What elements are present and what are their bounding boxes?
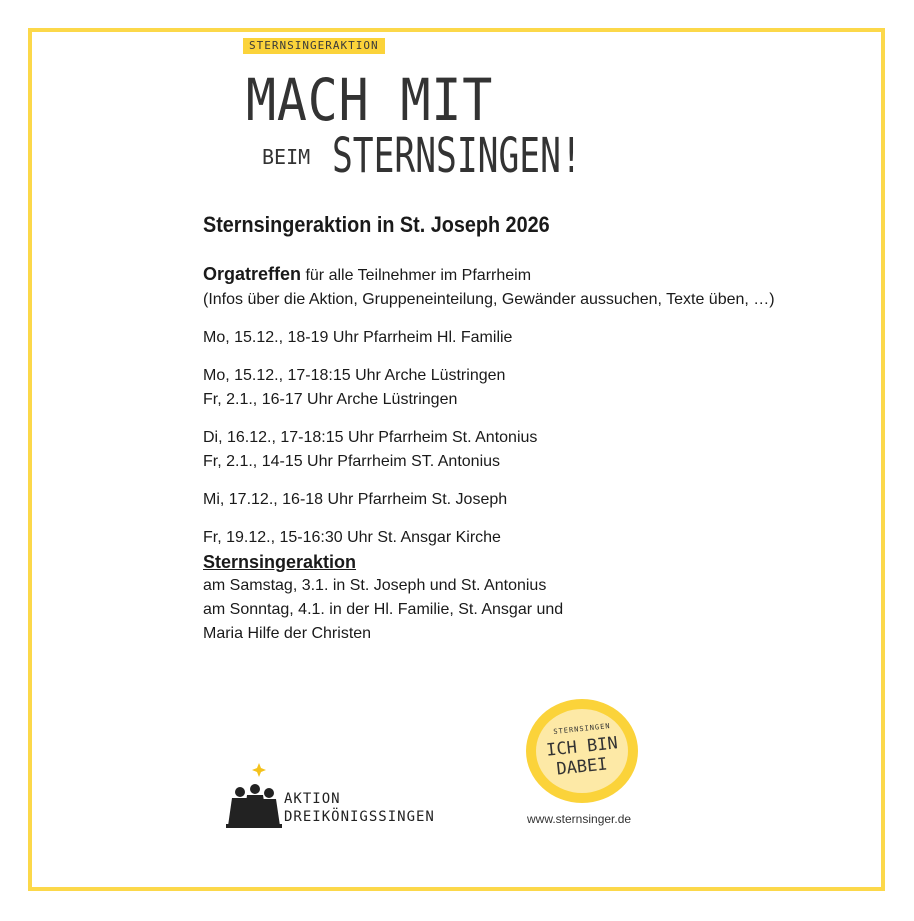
orga-info: (Infos über die Aktion, Gruppeneinteilung, Gewänder aussuchen, Texte üben, …) bbox=[203, 291, 775, 308]
date-line: Mo, 15.12., 17-18:15 Uhr Arche Lüstringen bbox=[203, 367, 506, 384]
header-tag: STERNSINGERAKTION bbox=[243, 38, 385, 54]
aktion-line: am Sonntag, 4.1. in der Hl. Familie, St. Ansgar und bbox=[203, 601, 564, 618]
aktion-heading: Sternsingeraktion bbox=[203, 552, 357, 572]
aktion-line: am Samstag, 3.1. in St. Joseph und St. Antonius bbox=[203, 577, 547, 594]
badge-text bbox=[524, 697, 640, 805]
date-block bbox=[203, 526, 843, 550]
date-block bbox=[203, 364, 843, 412]
date-block bbox=[203, 426, 843, 474]
orga-heading-line bbox=[203, 262, 843, 288]
aktion-logo-text bbox=[284, 790, 435, 826]
date-block bbox=[203, 326, 843, 350]
date-line: Fr, 2.1., 14-15 Uhr Pfarrheim ST. Antonius bbox=[203, 453, 501, 470]
badge-url: www.sternsinger.de bbox=[527, 812, 632, 826]
date-line: Fr, 2.1., 16-17 Uhr Arche Lüstringen bbox=[203, 391, 458, 408]
aktion-line: Maria Hilfe der Christen bbox=[203, 625, 372, 642]
date-line: Fr, 19.12., 15-16:30 Uhr St. Ansgar Kirche bbox=[203, 529, 501, 546]
date-line: Mi, 17.12., 16-18 Uhr Pfarrheim St. Joseph bbox=[203, 491, 508, 508]
aktion-logo-line1: AKTION bbox=[284, 791, 341, 807]
three-kings-icon bbox=[226, 762, 282, 830]
headline-sternsingen: STERNSINGEN! bbox=[332, 128, 582, 184]
orga-subtitle: für alle Teilnehmer im Pfarrheim bbox=[301, 267, 532, 284]
date-line: Di, 16.12., 17-18:15 Uhr Pfarrheim St. Antonius bbox=[203, 429, 538, 446]
badge-small-text: STERNSINGEN bbox=[553, 722, 611, 736]
badge-line2: DABEI bbox=[555, 754, 609, 780]
date-line: Mo, 15.12., 18-19 Uhr Pfarrheim Hl. Familie bbox=[203, 329, 513, 346]
date-block bbox=[203, 488, 843, 512]
page-title: Sternsingeraktion in St. Joseph 2026 bbox=[203, 212, 550, 237]
headline-beim: BEIM bbox=[262, 145, 311, 169]
aktion-logo-line2: DREIKÖNIGSSINGEN bbox=[284, 809, 435, 825]
orga-heading: Orgatreffen bbox=[203, 264, 302, 284]
content bbox=[203, 262, 843, 646]
headline-mach-mit: MACH MIT bbox=[246, 66, 494, 134]
badge-line1: ICH BIN bbox=[545, 733, 619, 761]
